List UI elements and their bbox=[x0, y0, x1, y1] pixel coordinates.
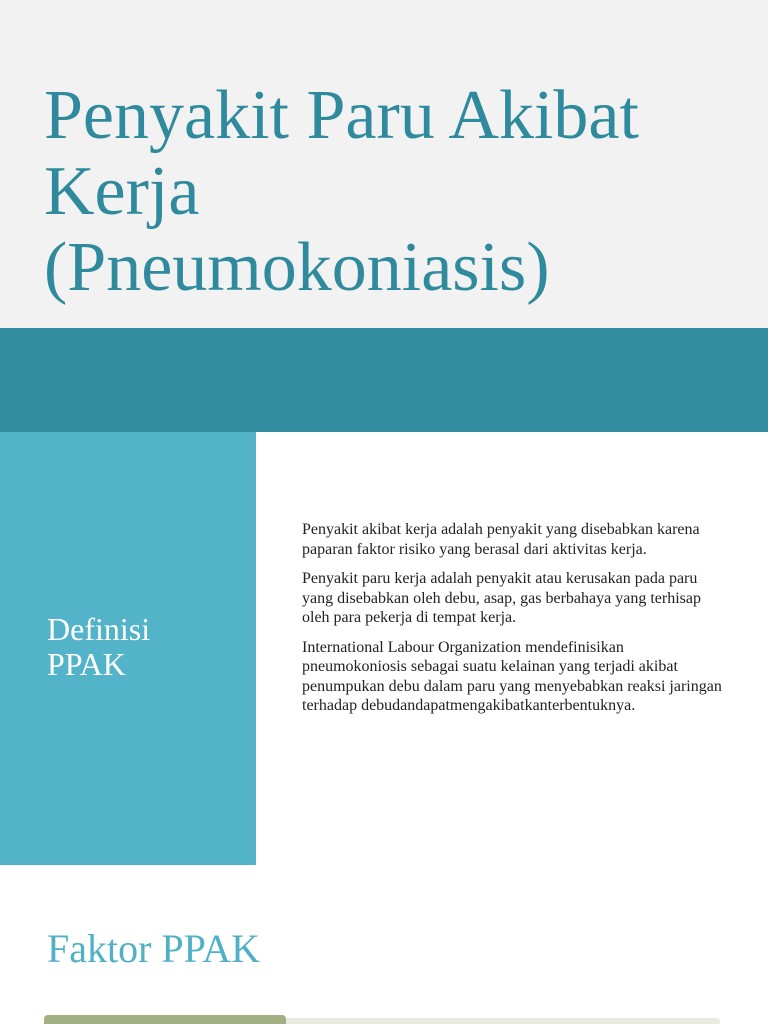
definition-label bbox=[47, 612, 247, 682]
faktor-section-title: Faktor PPAK bbox=[47, 926, 261, 971]
definition-paragraph: Penyakit akibat kerja adalah penyakit yang disebabkan karena paparan faktor risiko yang berasal dari aktivitas kerja. bbox=[302, 521, 700, 558]
bottom-bar-accent bbox=[44, 1015, 286, 1024]
definition-paragraph: International Labour Organization mendefinisikan pneumokoniosis sebagai suatu kelainan yang terjadi akibat penumpukan debu dalam paru yang menyebabkan reaksi jaringan terhadap debudandapatmengakibatkanterbentuknya. bbox=[302, 638, 722, 714]
title-line-1: Penyakit Paru Akibat bbox=[44, 77, 639, 154]
title-line-2: Kerja bbox=[44, 153, 200, 230]
definition-label-line-2: PPAK bbox=[47, 646, 126, 682]
page-title bbox=[44, 78, 744, 306]
definition-body bbox=[302, 520, 732, 726]
definition-paragraph: Penyakit paru kerja adalah penyakit atau kerusakan pada paru yang disebabkan oleh debu, asap, gas berbahaya yang terhisap oleh para pekerja di tempat kerja. bbox=[302, 570, 701, 626]
teal-divider-bar bbox=[0, 328, 768, 432]
definition-label-line-1: Definisi bbox=[47, 611, 151, 647]
title-line-3: (Pneumokoniasis) bbox=[44, 229, 550, 306]
